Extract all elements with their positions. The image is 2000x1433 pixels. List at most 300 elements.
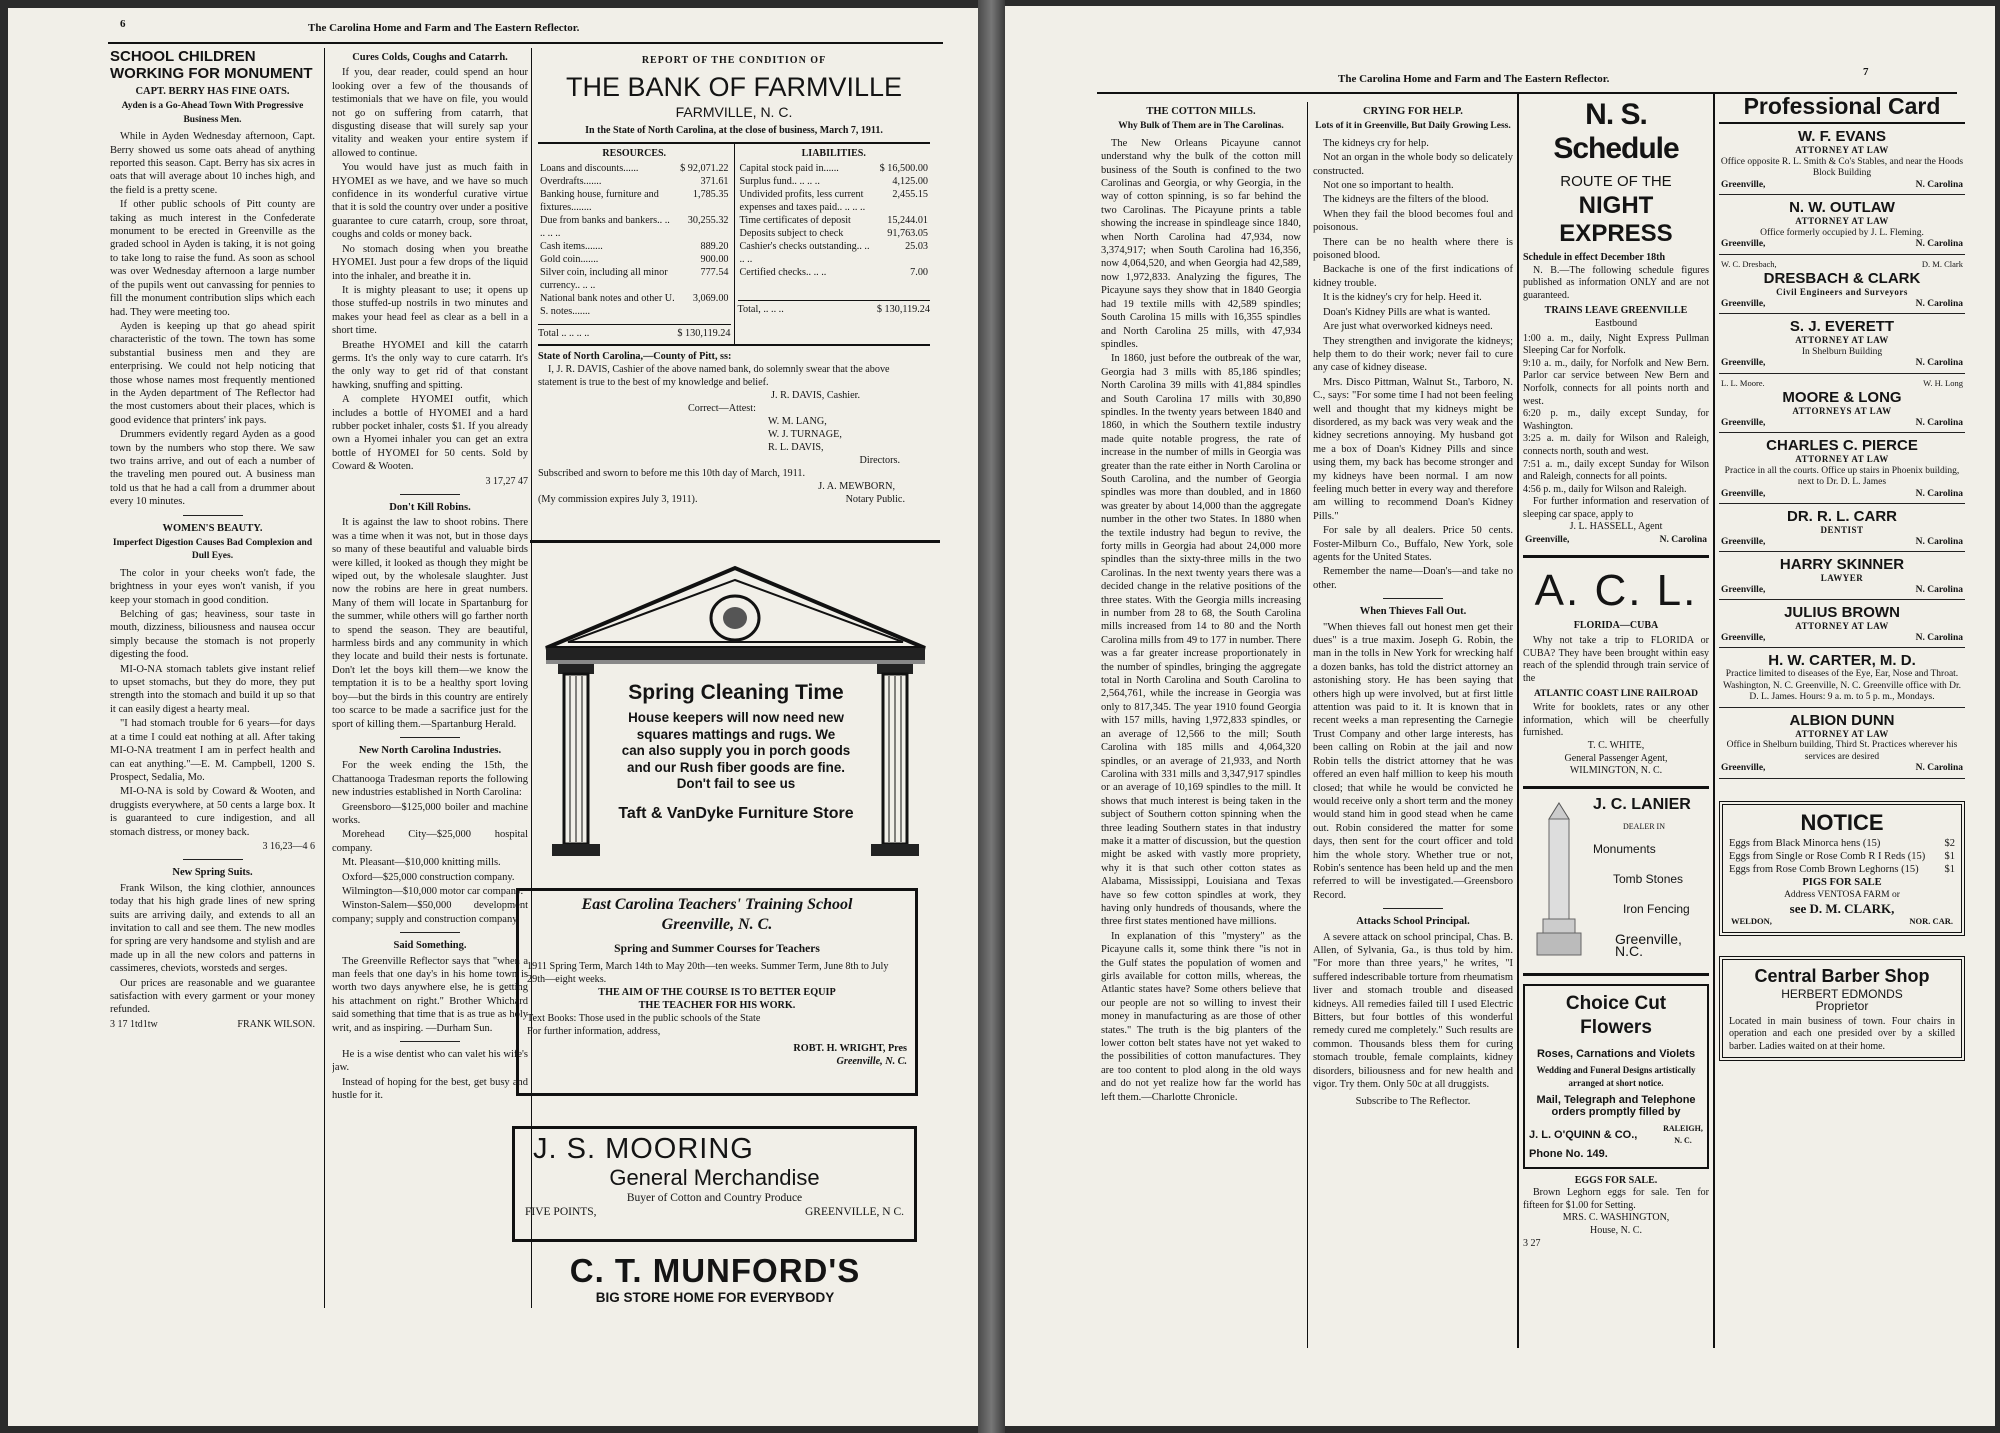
section-rule [1523,786,1709,789]
liability-row [738,240,931,266]
lanier-ad [1523,797,1709,967]
resources-table [538,162,731,318]
flowers-phone: Phone No. 149. [1529,1147,1608,1160]
professional-card [1719,195,1965,255]
director: W. M. LANG, [768,416,827,427]
munford-name: C. T. MUNFORD'S [569,1252,861,1289]
lanier-item: Monuments [1593,841,1656,856]
mooring-left: FIVE POINTS, [525,1206,597,1218]
taft-headline: Spring Cleaning Time [628,681,844,704]
teachers-school-ad [516,888,918,1096]
flowers-line: Wedding and Funeral Designs artistically arranged at short notice. [1536,1065,1696,1088]
barber-title: Central Barber Shop [1754,965,1930,986]
headline-said-something: Said Something. [393,940,467,952]
liabilities-table [738,162,931,279]
paragraph: If you, dear reader, could spend an hour looking over a few of the thousands of testimonials that we have on file, you would not go on suffering from catarrh, that disgusting disease that will surely sap your vitality and weaken your entire system if allowed to continue. [332,67,528,159]
card-town: Greenville, [1721,763,1766,773]
schedule-town-row [1523,534,1709,547]
column-rule [1517,94,1519,1348]
column-1 [110,48,315,1308]
resources-column [538,144,735,344]
liabilities-total-row [738,300,931,316]
school-subhead: Spring and Summer Courses for Teachers [614,943,820,955]
notice-pigs: PIGS FOR SALE [1802,876,1882,888]
paragraph: The New Orleans Picayune cannot understand why the bulk of the cotton mill business of the South is confined to the two Carolinas and Georgia, or why Georgia, in the way of cotton spinning, is so far behind the two Carolinas. The Picayune prints a table showing the increase in spindleage since 1840, when North Carolina had 47,934, now 3,374,917; when South Carolina had 16,356, now 4,064,520, and when Georgia had 42,589, now 1,972,833. Analyzing the figures, The Picayune says they show that in 1840 Georgia had 19 textile mills with 42,589 spindles; South Carolina 15 mills with 16,355 spindles and North Carolina 25 mills, with 47,934 spindles. [1101,137,1301,350]
headline-cotton: THE COTTON MILLS. [1146,106,1256,117]
schedule-state: N. Carolina [1659,535,1707,546]
professional-card [1719,374,1965,434]
resource-row [538,253,731,266]
paragraph: A complete HYOMEI outfit, which includes a bottle of HYOMEI and a hard rubber pocket inhaler, costs $1. If you already own a Hyomei inhaler you can get an extra bottle of HYOMEI for 50 cents. Sold by Coward & Wooten. [332,394,528,473]
liabilities-total-label: Total, .. .. .. [737,304,784,315]
paragraph: It is the kidney's cry for help. Heed it. [1323,292,1482,304]
paragraph: Wilmington—$10,000 motor car company. [342,885,524,897]
flowers-line: Mail, Telegraph and Telephone orders promptly filled by [1536,1093,1696,1119]
card-town-row [1719,299,1965,311]
card-town: Greenville, [1721,632,1766,643]
liabilities-total-value: $ 130,119.24 [876,304,930,315]
notice-ad [1719,801,1965,936]
bank-table [538,142,930,346]
eggs-seller: MRS. C. WASHINGTON, [1562,1212,1670,1224]
acl-agent: T. C. WHITE, [1587,740,1645,751]
card-state: N. Carolina [1915,179,1963,190]
notice-items [1729,837,1955,876]
liability-row-value: 91,763.05 [887,228,928,239]
lanier-place: Greenville, N.C. [1615,930,1682,960]
professional-card [1719,124,1965,195]
column-2 [332,48,528,1308]
barber-owner: HERBERT EDMONDS [1781,986,1903,1001]
headline-crying: CRYING FOR HELP. [1363,106,1463,117]
oath-text: I, J. R. DAVIS, Cashier of the above named bank, do solemnly swear that the above statement is true to the best of my knowledge and belief. [538,364,890,388]
taft-line: squares mattings and rugs. We [636,726,836,742]
resource-row-label: National bank notes and other U. S. notes....... [540,293,675,317]
professional-card [1719,708,1965,779]
resource-row [538,214,731,240]
paragraph: Remember the name—Doan's—and take no other. [1313,566,1513,591]
flowers-title: Choice Cut Flowers [1565,992,1667,1038]
notice-title: NOTICE [1800,809,1884,835]
paragraph: While in Ayden Wednesday afternoon, Capt. Berry showed us some oats ahead of anything reported this season. Capt. Berry has six acres in oats that will average about 10 inches high, and the field is a pretty scene. [110,131,315,196]
card-detail: Office formerly occupied by J. L. Fleming. [1760,227,1924,238]
school-further: For further information, address, [527,1026,661,1037]
resource-row-label: Silver coin, including all minor currency.. .. .. [540,267,668,291]
acl-sub: FLORIDA—CUBA [1573,619,1659,631]
divider [1383,598,1443,599]
paragraph: It is mighty pleasant to use; it opens up those stuffed-up nostrils in two minutes and makes your head feel as clear as a bell in a short time. [332,284,528,337]
card-detail: Office in Shelburn building, Third St. Practices wherever his services are desired [1726,740,1958,762]
notice-item [1729,850,1955,863]
left-page [8,8,978,1426]
acl-railroad: ATLANTIC COAST LINE RAILROAD [1533,688,1699,699]
card-town-row [1719,358,1965,370]
resources-total-label: Total .. .. .. .. [538,328,590,339]
notice-item [1729,837,1955,850]
correct-attest: Correct—Attest: [688,403,756,414]
lanier-name: J. C. LANIER [1593,795,1691,813]
paragraph: When they fail the blood becomes foul and poisonous. [1313,208,1513,234]
paragraph: Morehead City—$25,000 hospital company. [332,829,528,854]
mooring-buyer: Buyer of Cotton and Country Produce [626,1192,803,1204]
deck-beauty: Imperfect Digestion Causes Bad Complexion and Dull Eyes. [112,538,313,562]
card-name: W. F. EVANS [1797,128,1887,145]
professional-card [1719,600,1965,648]
card-name: DR. R. L. CARR [1787,508,1897,525]
bank-report-label: REPORT OF THE CONDITION OF [641,55,827,66]
card-detail: Practice limited to diseases of the Eye, Ear, Nose and Throat. Washington, N. C. Greenville, N. C. Greenville office with Dr. D. L. James. Hours: 9 a. m. to 5 p. m., Mondays. [1722,669,1962,702]
trains-leave: TRAINS LEAVE GREENVILLE [1544,305,1688,317]
train-entry: 3:25 a. m. daily for Wilson and Raleigh, connects north, south and west. [1523,433,1709,457]
school-president: ROBT. H. WRIGHT, Pres [793,1043,907,1054]
acl-write: Write for booklets, rates or any other information, which will be cheerfully furnished. [1523,702,1709,739]
card-town-row [1719,633,1965,645]
paragraph: The Greenville Reflector says that "when a man feels that one day's in his home town is worth two days anywhere else, he is getting his attachment on right." Brother Whichard said something that time that is as true as holy writ, and as inspiring. —Durham Sun. [332,955,528,1034]
card-state: N. Carolina [1915,763,1963,773]
column-schedule [1523,98,1709,1348]
column-professional [1719,92,1965,1352]
card-town: Greenville, [1721,417,1766,428]
card-title: ATTORNEYS AT LAW [1792,406,1892,416]
card-town-row [1719,585,1965,597]
mooring-business: General Merchandise [609,1165,820,1190]
card-town-row [1719,418,1965,430]
section-rule [1523,555,1709,558]
card-name: MOORE & LONG [1782,389,1902,406]
professional-cards [1719,124,1965,779]
school-aim: THE AIM OF THE COURSE IS TO BETTER EQUIP [598,987,836,998]
paragraph: Not one so important to health. [1323,180,1454,192]
notice-address: Address VENTOSA FARM or [1784,889,1900,900]
liability-row-label: Deposits subject to check [739,228,844,239]
paragraph: The kidneys are the filters of the blood. [1323,194,1489,206]
resource-row [538,162,731,175]
header-rule [108,42,943,44]
card-state: N. Carolina [1915,358,1963,368]
card-state: N. Carolina [1915,298,1963,309]
right-page [1005,6,1995,1426]
paragraph: There can be no health where there is poisoned blood. [1313,236,1513,262]
paragraph: Breathe HYOMEI and kill the catarrh germs. It's the only way to cure catarrh. It's the only way to get rid of that constant hawking, snuffing and spitting. [332,339,528,391]
commission-text: (My commission expires July 3, 1911). [538,494,698,505]
notice-item-label: Eggs from Single or Rose Comb R I Reds (15) [1729,850,1926,862]
resources-head: RESOURCES. [602,148,667,159]
bank-state-line: In the State of North Carolina, at the close of business, March 7, 1911. [585,125,883,136]
paragraph: Backache is one of the first indications of kidney trouble. [1313,264,1513,289]
liability-row-label: Capital stock paid in...... [739,163,839,174]
mooring-right: GREENVILLE, N C. [804,1206,904,1218]
paragraph: For sale by all dealers. Price 50 cents. Foster-Milburn Co., Buffalo, New York, sole agents for the United States. [1313,525,1513,563]
notice-location-row [1729,915,1955,928]
paragraph: Instead of hoping for the best, get busy and hustle for it. [332,1076,528,1102]
liability-row [738,227,931,240]
divider [400,737,460,738]
school-name: East Carolina Teachers' Training School [581,896,853,913]
paragraph: Our prices are reasonable and we guarantee satisfaction with every garment or your money refunded. [110,977,315,1016]
card-partner: D. M. Clark [1921,258,1963,269]
paragraph: In explanation of this "mystery" as the Picayune calls it, some think there "is not in the Gulf states the population of women and girls available for cotton mills, whereas, the Atlantic states have? Some others believe that our people are not so willing to invest their money in manufacturing as are those of other states." The truth is the big planters of the lower cotton belt states have not yet waked to the possibilities of cotton manufactures. They are too content to plod along in the old ways and do not yet realize how far the world has left them.—Charlotte Chronicle. [1101,930,1301,1103]
card-state: N. Carolina [1915,632,1963,643]
card-state: N. Carolina [1915,584,1963,595]
paragraph: MI-O-NA stomach tablets give instant relief to upset stomachs, but they do more, they put strength into the stomach and build it up so that it can easily digest a hearty meal. [110,663,315,715]
train-entry: 7:51 a. m., daily except Sunday for Wilson and Raleigh, connects for all points. [1523,458,1709,483]
professional-card [1719,504,1965,552]
card-title: Civil Engineers and Surveyors [1776,287,1908,297]
column-kidneys [1313,102,1513,1348]
flowers-firm: J. L. O'QUINN & CO., [1529,1129,1638,1142]
column-cotton [1101,102,1301,1348]
resource-row [538,188,731,214]
liability-row-label: Undivided profits, less current expenses and taxes paid.. .. .. .. [739,189,866,213]
resource-row-value: 371.61 [700,176,729,187]
resource-row-value: 889.20 [700,241,729,252]
card-name: H. W. CARTER, M. D. [1768,652,1916,669]
liability-row-label: Cashier's checks outstanding.. .. .. .. [739,241,870,265]
card-town: Greenville, [1721,298,1766,309]
liabilities-head: LIABILITIES. [801,148,866,159]
card-title: ATTORNEY AT LAW [1795,621,1889,631]
card-town-row [1719,489,1965,501]
paragraph: "When thieves fall out honest men get their dues" is a true maxim. Joseph G. Robin, the man in the tolls in New York for wrecking half a dozen banks, has told the district attorney an astonishing story. He has been saying that others high up were involved, but at first little attention was paid to it. It is known that in recent weeks a man representing the Carnegie Trust Company and other large interests, has been calling on Robin at the jail and now Robin tells the district attorney that he was offered an even half million to keep his mouth closed; that while he would be convicted he would receive only a short term and the money would stand him in good stead when he came out. Robin considered the matter for some days, then sent for the court officer and told him the whole story. Whether true or not, Robin's sentence has been held up and the men referred to will be investigated.—Greensboro Record. [1313,621,1513,901]
bank-name: THE BANK OF FARMVILLE [565,72,903,102]
paragraph: He is a wise dentist who can valet his wife's jaw. [332,1049,528,1074]
resource-row [538,175,731,188]
paragraph: Frank Wilson, the king clothier, announces today that his high grade lines of new spring suits are arriving daily, and extends to all an invitation to call and see them. The new modles for spring are very handsome and stylish and are made up in all the new colors and patterns in cassimeres, cheviots, worsteds and serges. [110,882,315,975]
section-rule [530,540,940,543]
resource-row-label: Loans and discounts...... [540,163,639,174]
subhead-oats: CAPT. BERRY HAS FINE OATS. [135,86,290,97]
binding-gutter [978,0,1005,1433]
barber-owner-title: Proprietor [1815,999,1869,1013]
card-town: Greenville, [1721,584,1766,595]
cashier-signature: J. R. DAVIS, Cashier. [771,390,860,401]
professional-title: Professional Card [1719,92,1965,124]
signer: FRANK WILSON. [237,1018,315,1030]
schedule-further: For further information and reservation of sleeping car space, apply to [1523,496,1709,520]
running-head: The Carolina Home and Farm and The Eastern Reflector. [308,22,580,34]
card-partners-row [1719,259,1965,271]
notary-name: J. A. MEWBORN, [818,481,895,492]
card-name: CHARLES C. PIERCE [1766,437,1918,454]
paragraph: Mt. Pleasant—$10,000 knitting mills. [342,857,501,869]
liability-row-value: 25.03 [905,241,928,252]
card-town: Greenville, [1721,179,1766,190]
professional-card [1719,552,1965,600]
card-partner: W. H. Long [1923,377,1963,388]
deck-crying: Lots of it in Greenville, But Daily Growing Less. [1315,121,1511,132]
card-town-row [1719,537,1965,549]
card-title: ATTORNEY AT LAW [1795,145,1889,155]
resource-row-label: Gold coin....... [540,254,599,265]
schedule-town: Greenville, [1525,535,1570,546]
running-head: The Carolina Home and Farm and The Eastern Reflector. [1338,73,1610,85]
subscribe-line: Subscribe to The Reflector. [1355,1096,1471,1108]
ad-code: 3 17 1td1tw [110,1018,158,1030]
flowers-town: RALEIGH, N. C. [1663,1123,1703,1146]
flowers-firm-row [1529,1123,1703,1148]
state-county: State of North Carolina,—County of Pitt, ss: [538,351,732,362]
headline-thieves: When Thieves Fall Out. [1359,606,1467,618]
divider [183,859,243,860]
director: W. J. TURNAGE, [768,429,842,440]
paragraph: Not an organ in the whole body so delicately constructed. [1313,152,1513,177]
card-state: N. Carolina [1915,536,1963,547]
acl-body: Why not take a trip to FLORIDA or CUBA? They have been brought within easy reach of the splendid through train service of the [1523,635,1709,685]
card-title: ATTORNEY AT LAW [1795,216,1889,226]
schedule-night-express: NIGHT EXPRESS [1559,192,1673,247]
eggs-place: House, N. C. [1590,1224,1642,1236]
flowers-sub: Roses, Carnations and Violets [1536,1047,1696,1060]
resource-row [538,266,731,292]
card-partner: W. C. Dresbach, [1721,258,1777,269]
train-entry: 6:20 p. m., daily except Sunday, for Washington. [1523,408,1709,432]
eastbound: Eastbound [1594,317,1638,329]
headline-robins: Don't Kill Robins. [389,502,471,513]
liability-row-label: Time certificates of deposit [739,215,851,226]
card-town: Greenville, [1721,239,1766,249]
professional-card [1719,314,1965,374]
taft-vandyke-ad [538,560,933,860]
resource-row-value: $ 92,071.22 [680,163,729,174]
resources-total-row [538,324,731,340]
mooring-ad [512,1126,917,1242]
resource-row-value: 30,255.32 [687,215,729,226]
card-detail: Practice in all the courts. Office up stairs in Phoenix building, next to Dr. D. L. James [1724,465,1960,487]
liability-row-value: $ 16,500.00 [879,163,928,174]
barber-ad [1719,956,1965,1062]
liability-row [738,175,931,188]
taft-line: House keepers will now need new [628,710,844,725]
notice-see: see D. M. CLARK, [1789,900,1895,916]
munford-tagline: BIG STORE HOME FOR EVERYBODY [595,1290,835,1305]
paragraph: Ayden is keeping up that go ahead spirit characteristic of the town. The town has some substantial business men and they are enterprising. We could not help noticing that those whose names most frequently mentioned in the Ayden department of The Reflector had the most customers about their places, which is good evidence that printers' ink pays. [110,320,315,426]
deck-cotton: Why Bulk of Them are in The Carolinas. [1118,121,1284,132]
liabilities-column [735,144,931,344]
train-entry: 9:10 a. m., daily, for Norfolk and New Bern. Parlor car service between New Bern and Norfolk, connects for all points north and west. [1523,357,1709,407]
headline-monument: SCHOOL CHILDREN WORKING FOR MONUMENT [110,48,313,82]
resource-row [538,292,731,318]
notice-item-price: $1 [1944,863,1955,875]
card-name: HARRY SKINNER [1779,556,1905,573]
section-rule [1523,973,1709,976]
headline-industries: New North Carolina Industries. [358,744,502,756]
taft-line: Don't fail to see us [676,776,796,791]
notice-item-price: $1 [1944,850,1955,862]
resource-row-label: Due from banks and bankers.. .. .. .. .. [540,215,670,239]
paragraph: "I had stomach trouble for 6 years—for days at a time I could eat nothing at all. After taking MI-O-NA treatment I am in perfect health and can eat anything."—E. M. Campbell, 1200 S. Prospect, Sedalia, Mo. [110,718,315,783]
card-title: DENTIST [1820,525,1864,535]
card-title: LAWYER [1820,573,1864,583]
liability-row-value: 4,125.00 [892,176,928,187]
train-entry: 4:56 p. m., daily for Wilson and Raleigh. [1523,483,1687,495]
page-number: 7 [1863,66,1869,78]
paragraph: Greensboro—$125,000 boiler and machine works. [332,801,528,826]
divider [183,515,243,516]
acl-title: A. C. L. [1534,565,1698,615]
taft-line: can also supply you in porch goods [621,743,851,758]
resources-total-value: $ 130,119.24 [677,328,731,339]
deck-ayden: Ayden is a Go-Ahead Town With Progressive Business Men. [121,101,304,125]
eggs-body: Brown Leghorn eggs for sale. Ten for fifteen for $1.00 for Setting. [1523,1187,1709,1211]
card-town: Greenville, [1721,488,1766,499]
school-president-place: Greenville, N. C. [836,1056,907,1067]
card-town-row [1719,180,1965,192]
notice-right: NOR. CAR. [1909,915,1953,926]
paragraph: If other public schools of Pitt county are taking as much interest in the Confederate monument to be erected in Greenville as the graded school in Ayden is taking, it is not going to take long to raise the fund. As soon as school was over Wednesday afternoon a large number of the pupils went out canvassing for pennies to fill the monument contribution slips which each had. They were meeting too. [110,199,315,318]
paragraph: Oxford—$25,000 construction company. [342,871,515,883]
schedule-nb: N. B.—The following schedule figures published as information ONLY and are not guaranteed. [1523,264,1709,301]
resource-row-label: Overdrafts....... [540,176,602,187]
paragraph: Drummers evidently regard Ayden as a good town by the numbers who stop there. We saw two trains arrive, and out of each a number of the traveling men poured out. A business man told us that he had a call from a drummer about every 10 minutes. [110,429,315,508]
card-detail: In Shelburn Building [1801,346,1883,357]
taft-line: and our Rush fiber goods are fine. [627,759,845,775]
lanier-item: Iron Fencing [1623,901,1690,916]
liability-row [738,214,931,227]
taft-ad-text [602,680,870,825]
directors-label: Directors. [859,455,900,466]
paragraph: Winston-Salem—$50,000 development company; supply and construction company. [332,900,528,925]
card-name: ALBION DUNN [1789,711,1895,729]
liability-row [738,162,931,175]
munford-ad [514,1252,916,1305]
liability-row [738,266,931,279]
paragraph: You would have just as much faith in HYOMEI as we have, and we have so much confidence in its wonderful curative virtue that it is sold the country over under a positive guarantee to cure catarrh, croup, sore throat, coughs and colds or money back. [332,162,528,241]
flowers-ad [1523,984,1709,1169]
paragraph: Mrs. Disco Pittman, Walnut St., Tarboro, N. C., says: "For some time I had not been feeling well and thought that my kidneys might be disordered, as my back was very weak and the kidney secretions annoying. My husband got me a box of Doan's Kidney Pills and since using them, my back has become stronger and my kidneys have been normal. I am now feeling much better in every way and therefore am willing to recommend Doan's Kidney Pills." [1313,376,1513,522]
acl-agent-title: General Passenger Agent, [1564,752,1668,764]
acl-place: WILMINGTON, N. C. [1569,765,1663,777]
notice-left: WELDON, [1731,915,1772,926]
schedule-agent: J. L. HASSELL, Agent [1569,521,1663,533]
headline-attacks: Attacks School Principal. [1356,916,1470,928]
card-partners-row [1719,378,1965,390]
resource-row [538,240,731,253]
liability-row-label: Surplus fund.. .. .. .. [739,176,820,187]
divider [1383,908,1443,909]
card-state: N. Carolina [1915,488,1963,499]
lanier-item: Tomb Stones [1613,871,1684,886]
ad-code: 3 17,27 47 [485,475,528,487]
paragraph: They strengthen and invigorate the kidneys; help them to do their work; never fail to cure any case of kidney disease. [1313,335,1513,374]
liability-row-label: Certified checks.. .. .. [739,267,827,278]
card-name: DRESBACH & CLARK [1763,270,1921,287]
resource-row-value: 900.00 [700,254,729,265]
column-rule [1713,94,1715,1348]
paragraph: The kidneys cry for help. [1323,137,1429,149]
headline-hyomei: Cures Colds, Coughs and Catarrh. [352,52,508,63]
professional-card [1719,648,1965,708]
paragraph: Belching of gas; heaviness, sour taste in mouth, dizziness, biliousness and nausea occur simply because the stomach is not properly digesting the food. [110,609,315,661]
card-title: ATTORNEY AT LAW [1795,728,1889,739]
bank-report [538,54,930,534]
schedule-title: N. S. Schedule [1553,98,1679,165]
commission-row [538,493,930,506]
card-name: N. W. OUTLAW [1789,199,1895,216]
mooring-address [525,1205,904,1219]
bank-place: FARMVILLE, N. C. [675,104,793,120]
page-number: 6 [120,18,126,30]
liability-row-value: 2,455.15 [892,189,928,200]
notary-title: Notary Public. [845,494,905,505]
paragraph: A severe attack on school principal, Chas. B. Allen, of Sylvania, Ga., is thus told by him. "For more than three years," he writes, "I suffered indescribable torture from rheumatism liver and stomach trouble and diseased kidneys. All remedies failed till I used Electric Bitters, but four bottles of this wonderful remedy cured me completely." Such results are common. Thousands bless them for curing stomach trouble, female complaints, kidney disorders, biliousness and for new health and vigor. Try them. Only 50c at all druggists. [1313,931,1513,1091]
school-aim: THE TEACHER FOR HIS WORK. [638,1000,796,1011]
paragraph: It is against the law to shoot robins. There was a time when it was not, but in those days so many of these beautiful and valuable birds were killed, it looked as though they might be wiped out, by the wholesale slaughter. Just now the robins are here in great numbers. Many of them will locate in Spartanburg for the summer, while others will go farther north to spend the season. They are beautiful, harmless birds and any community in which they locate and build their nests is fortunate. Don't let the boys kill them—we know the temptation it is to be a healthy sport loving boy—but the birds in this country are entirely too scarce to be made a sacrifice just for the sport of killing them.—Spartanburg Herald. [332,517,528,730]
card-town: Greenville, [1721,536,1766,547]
headline-suits: New Spring Suits. [172,867,253,879]
school-terms: 1911 Spring Term, March 14th to May 20th—ten weeks. Summer Term, June 8th to July 29th—eight weeks. [527,961,889,985]
notice-item-label: Eggs from Black Minorca hens (15) [1729,837,1881,849]
resource-row-label: Cash items....... [540,241,603,252]
